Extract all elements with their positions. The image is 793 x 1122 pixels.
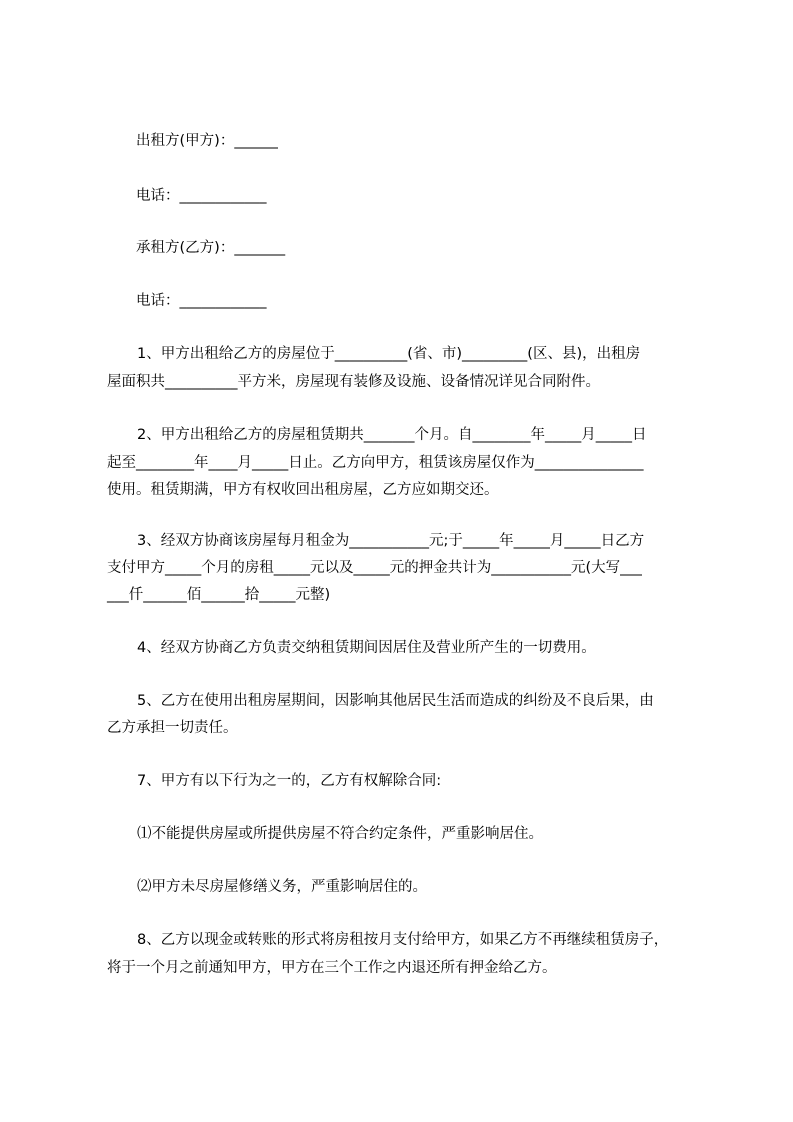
clause-7-item-2: ⑵甲方未尽房屋修缮义务，严重影响居住的。 <box>137 879 427 895</box>
lessor-phone-line: 电话：____________ <box>136 188 267 204</box>
clause-3-line-3: ___仟______佰______拾_____元整) <box>107 587 331 603</box>
lessee-line: 承租方(乙方)：_______ <box>136 240 286 256</box>
lessor-line: 出租方(甲方)：______ <box>136 133 278 149</box>
clause-2-line-3: 使用。租赁期满，甲方有权收回出租房屋，乙方应如期交还。 <box>107 482 499 498</box>
clause-2-line-2: 起至________年____月_____日止。乙方向甲方，租赁该房屋仅作为_______________ <box>107 455 644 471</box>
clause-7-item-1: ⑴不能提供房屋或所提供房屋不符合约定条件，严重影响居住。 <box>137 826 543 842</box>
clause-8-line-2: 将于一个月之前通知甲方，甲方在三个工作之内退还所有押金给乙方。 <box>107 960 557 976</box>
lessee-phone-line: 电话：____________ <box>136 293 267 309</box>
clause-5-line-2: 乙方承担一切责任。 <box>107 720 238 736</box>
clause-3-line-1: 3、经双方协商该房屋每月租金为___________元;于_____年_____月_____日乙方 <box>137 533 645 549</box>
clause-3-line-2: 支付甲方_____个月的房租_____元以及_____元的押金共计为___________元(大写___ <box>107 560 642 576</box>
clause-7-line-1: 7、甲方有以下行为之一的，乙方有权解除合同: <box>137 773 442 789</box>
clause-5-line-1: 5、乙方在使用出租房屋期间，因影响其他居民生活而造成的纠纷及不良后果，由 <box>137 693 654 709</box>
clause-1-line-2: 屋面积共__________平方米，房屋现有装修及设施、设备情况详见合同附件。 <box>107 374 600 390</box>
clause-8-line-1: 8、乙方以现金或转账的形式将房租按月支付给甲方，如果乙方不再继续租赁房子， <box>137 932 669 948</box>
clause-2-line-1: 2、甲方出租给乙方的房屋租赁期共_______个月。自________年_____月_____日 <box>137 427 647 443</box>
clause-1-line-1: 1、甲方出租给乙方的房屋位于__________(省、市)_________(区、县)，出租房 <box>137 346 641 362</box>
clause-4-line-1: 4、经双方协商乙方负责交纳租赁期间因居住及营业所产生的一切费用。 <box>137 640 596 656</box>
